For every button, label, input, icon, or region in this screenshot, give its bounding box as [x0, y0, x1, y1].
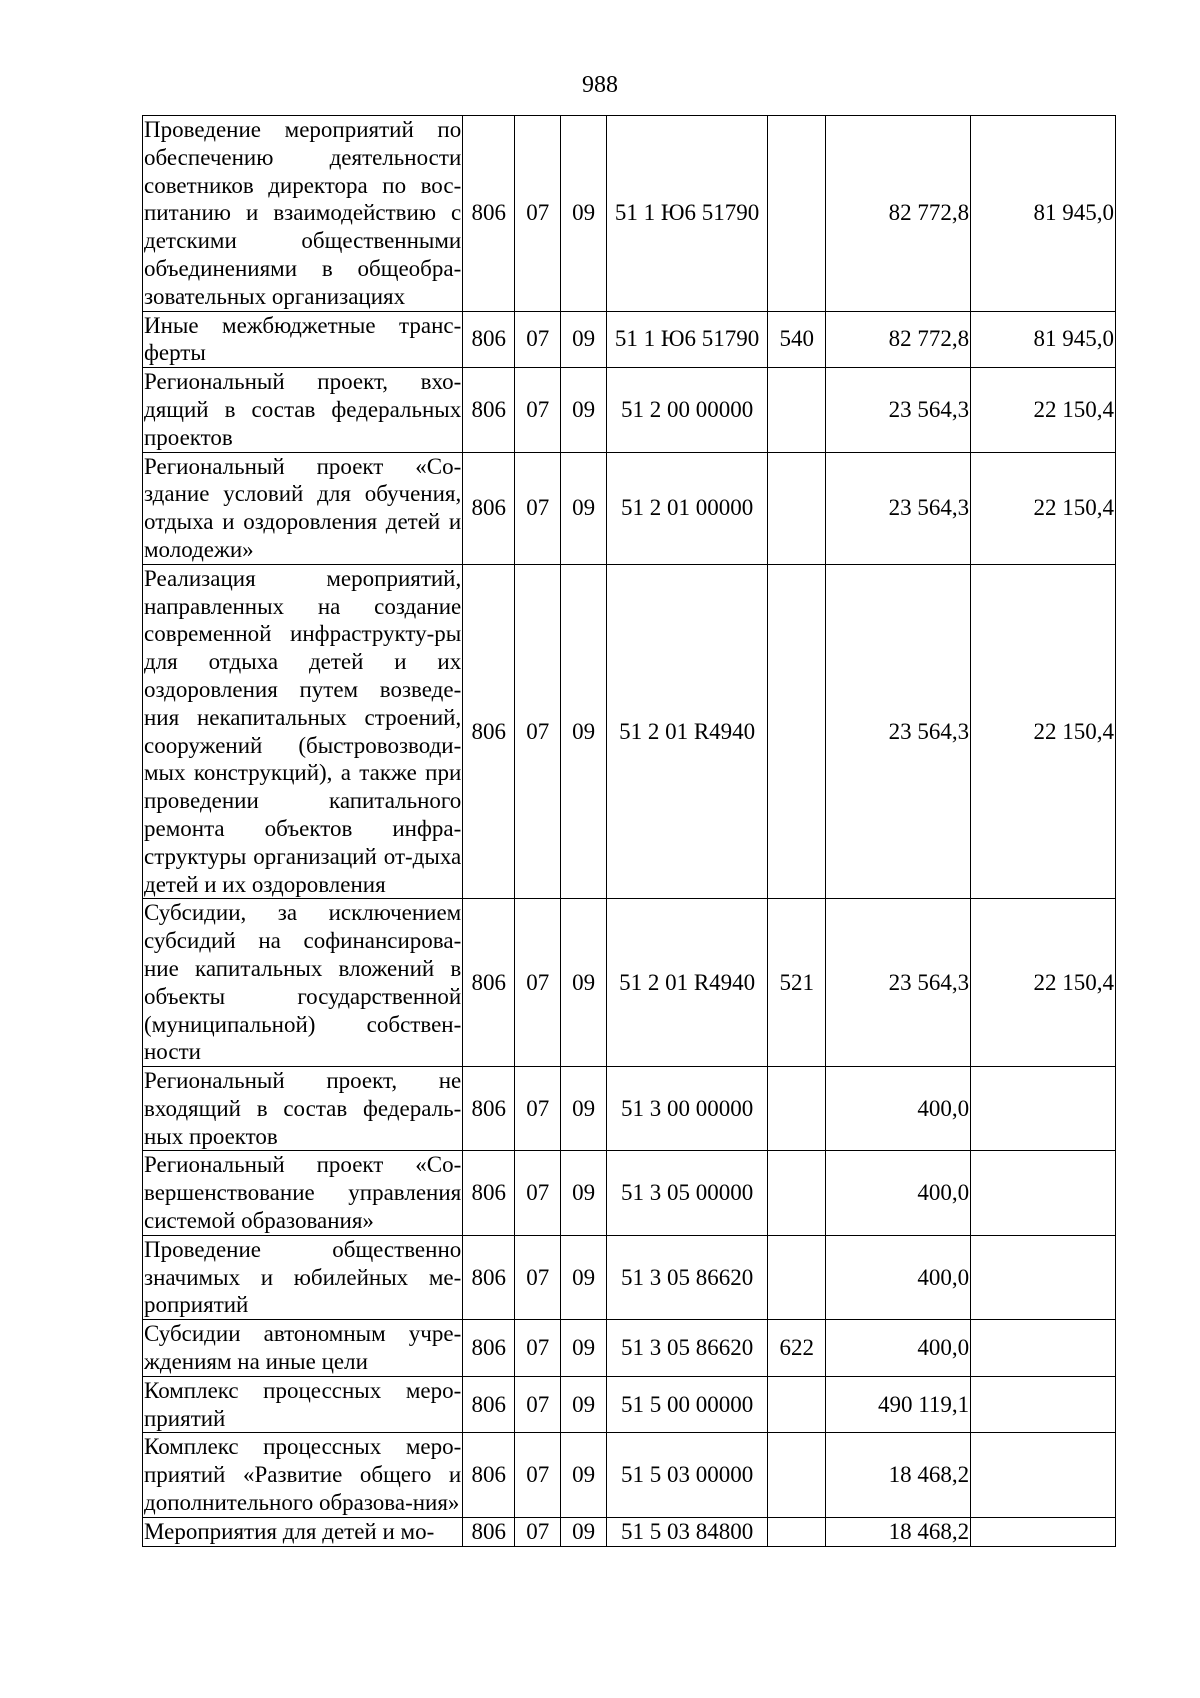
subsection-code-cell: 09: [561, 1235, 607, 1319]
subsection-code-cell: 09: [561, 1376, 607, 1433]
table-row: [143, 1151, 1116, 1235]
amount-year1-cell: 400,0: [826, 1235, 971, 1319]
table-row: [143, 311, 1116, 368]
subsection-code-cell: 09: [561, 564, 607, 899]
expense-type-cell: [768, 452, 826, 564]
amount-year1-cell: 82 772,8: [826, 311, 971, 368]
target-article-cell: 51 5 00 00000: [607, 1376, 768, 1433]
amount-year2-cell: 22 150,4: [971, 368, 1116, 452]
section-code-cell: 07: [515, 1433, 561, 1517]
expense-type-cell: [768, 1376, 826, 1433]
amount-year2-cell: 81 945,0: [971, 116, 1116, 312]
amount-year1-cell: 23 564,3: [826, 564, 971, 899]
expense-type-cell: [768, 1517, 826, 1546]
ministry-code-cell: 806: [463, 1067, 515, 1151]
target-article-cell: 51 3 05 86620: [607, 1320, 768, 1377]
section-code-cell: 07: [515, 368, 561, 452]
section-code-cell: 07: [515, 899, 561, 1067]
budget-table-body: [143, 116, 1116, 1547]
ministry-code-cell: 806: [463, 1151, 515, 1235]
amount-year2-cell: [971, 1151, 1116, 1235]
table-row: [143, 452, 1116, 564]
amount-year1-cell: 400,0: [826, 1151, 971, 1235]
row-name-cell: Мероприятия для детей и мо-: [143, 1517, 463, 1546]
target-article-cell: 51 2 00 00000: [607, 368, 768, 452]
table-row: [143, 899, 1116, 1067]
expense-type-cell: [768, 368, 826, 452]
section-code-cell: 07: [515, 1151, 561, 1235]
expense-type-cell: [768, 1151, 826, 1235]
amount-year2-cell: 22 150,4: [971, 899, 1116, 1067]
row-name-cell: Субсидии, за исключением субсидий на софинансирова-ние капитальных вложений в объекты государственной (муниципальной) собствен-ности: [143, 899, 463, 1067]
expense-type-cell: 540: [768, 311, 826, 368]
ministry-code-cell: 806: [463, 452, 515, 564]
section-code-cell: 07: [515, 116, 561, 312]
amount-year1-cell: 490 119,1: [826, 1376, 971, 1433]
table-row: [143, 1235, 1116, 1319]
target-article-cell: 51 3 05 86620: [607, 1235, 768, 1319]
expense-type-cell: [768, 1235, 826, 1319]
section-code-cell: 07: [515, 452, 561, 564]
row-name-cell: Иные межбюджетные транс-ферты: [143, 311, 463, 368]
amount-year1-cell: 400,0: [826, 1320, 971, 1377]
ministry-code-cell: 806: [463, 899, 515, 1067]
budget-table: [142, 115, 1116, 1547]
subsection-code-cell: 09: [561, 368, 607, 452]
row-name-cell: Региональный проект «Со-здание условий для обучения, отдыха и оздоровления детей и молодежи»: [143, 452, 463, 564]
row-name-cell: Региональный проект, вхо-дящий в состав федеральных проектов: [143, 368, 463, 452]
ministry-code-cell: 806: [463, 564, 515, 899]
amount-year1-cell: 23 564,3: [826, 452, 971, 564]
row-name-cell: Региональный проект «Со-вершенствование управления системой образования»: [143, 1151, 463, 1235]
amount-year2-cell: [971, 1320, 1116, 1377]
table-row: [143, 1067, 1116, 1151]
amount-year1-cell: 82 772,8: [826, 116, 971, 312]
subsection-code-cell: 09: [561, 899, 607, 1067]
table-row: [143, 368, 1116, 452]
subsection-code-cell: 09: [561, 1433, 607, 1517]
amount-year1-cell: 23 564,3: [826, 899, 971, 1067]
table-row: [143, 1320, 1116, 1377]
ministry-code-cell: 806: [463, 116, 515, 312]
expense-type-cell: 521: [768, 899, 826, 1067]
ministry-code-cell: 806: [463, 311, 515, 368]
section-code-cell: 07: [515, 311, 561, 368]
row-name-cell: Региональный проект, не входящий в состав федераль-ных проектов: [143, 1067, 463, 1151]
amount-year1-cell: 18 468,2: [826, 1517, 971, 1546]
row-name-cell: Проведение мероприятий по обеспечению деятельности советников директора по вос-питанию и взаимодействию с детскими общественными объединениями в общеобра-зовательных организациях: [143, 116, 463, 312]
row-name-cell: Комплекс процессных меро-приятий: [143, 1376, 463, 1433]
target-article-cell: 51 2 01 00000: [607, 452, 768, 564]
target-article-cell: 51 3 05 00000: [607, 1151, 768, 1235]
subsection-code-cell: 09: [561, 1320, 607, 1377]
table-row: [143, 116, 1116, 312]
expense-type-cell: [768, 564, 826, 899]
amount-year2-cell: 22 150,4: [971, 564, 1116, 899]
target-article-cell: 51 5 03 84800: [607, 1517, 768, 1546]
amount-year2-cell: [971, 1067, 1116, 1151]
subsection-code-cell: 09: [561, 311, 607, 368]
expense-type-cell: 622: [768, 1320, 826, 1377]
amount-year2-cell: [971, 1376, 1116, 1433]
section-code-cell: 07: [515, 1320, 561, 1377]
target-article-cell: 51 2 01 R4940: [607, 899, 768, 1067]
amount-year2-cell: [971, 1235, 1116, 1319]
ministry-code-cell: 806: [463, 1433, 515, 1517]
subsection-code-cell: 09: [561, 452, 607, 564]
amount-year2-cell: 81 945,0: [971, 311, 1116, 368]
row-name-cell: Реализация мероприятий, направленных на создание современной инфраструкту-ры для отдыха детей и их оздоровления путем возведе-ния некапитальных строений, сооружений (быстровозводи-мых конструкций), а также при проведении капитального ремонта объектов инфра-структуры организаций от-дыха детей и их оздоровления: [143, 564, 463, 899]
amount-year2-cell: 22 150,4: [971, 452, 1116, 564]
ministry-code-cell: 806: [463, 368, 515, 452]
target-article-cell: 51 3 00 00000: [607, 1067, 768, 1151]
row-name-cell: Субсидии автономным учре-ждениям на иные цели: [143, 1320, 463, 1377]
ministry-code-cell: 806: [463, 1376, 515, 1433]
section-code-cell: 07: [515, 564, 561, 899]
subsection-code-cell: 09: [561, 1517, 607, 1546]
target-article-cell: 51 2 01 R4940: [607, 564, 768, 899]
section-code-cell: 07: [515, 1376, 561, 1433]
section-code-cell: 07: [515, 1235, 561, 1319]
amount-year2-cell: [971, 1517, 1116, 1546]
table-row: [143, 1433, 1116, 1517]
row-name-cell: Комплекс процессных меро-приятий «Развитие общего и дополнительного образова-ния»: [143, 1433, 463, 1517]
section-code-cell: 07: [515, 1517, 561, 1546]
table-row: [143, 1376, 1116, 1433]
row-name-cell: Проведение общественно значимых и юбилейных ме-роприятий: [143, 1235, 463, 1319]
subsection-code-cell: 09: [561, 1151, 607, 1235]
target-article-cell: 51 1 Ю6 51790: [607, 311, 768, 368]
amount-year1-cell: 18 468,2: [826, 1433, 971, 1517]
amount-year1-cell: 23 564,3: [826, 368, 971, 452]
target-article-cell: 51 1 Ю6 51790: [607, 116, 768, 312]
amount-year2-cell: [971, 1433, 1116, 1517]
ministry-code-cell: 806: [463, 1517, 515, 1546]
table-row: [143, 1517, 1116, 1546]
target-article-cell: 51 5 03 00000: [607, 1433, 768, 1517]
page-number: 988: [582, 72, 618, 98]
section-code-cell: 07: [515, 1067, 561, 1151]
table-row: [143, 564, 1116, 899]
expense-type-cell: [768, 1433, 826, 1517]
subsection-code-cell: 09: [561, 116, 607, 312]
amount-year1-cell: 400,0: [826, 1067, 971, 1151]
ministry-code-cell: 806: [463, 1320, 515, 1377]
ministry-code-cell: 806: [463, 1235, 515, 1319]
subsection-code-cell: 09: [561, 1067, 607, 1151]
expense-type-cell: [768, 1067, 826, 1151]
expense-type-cell: [768, 116, 826, 312]
